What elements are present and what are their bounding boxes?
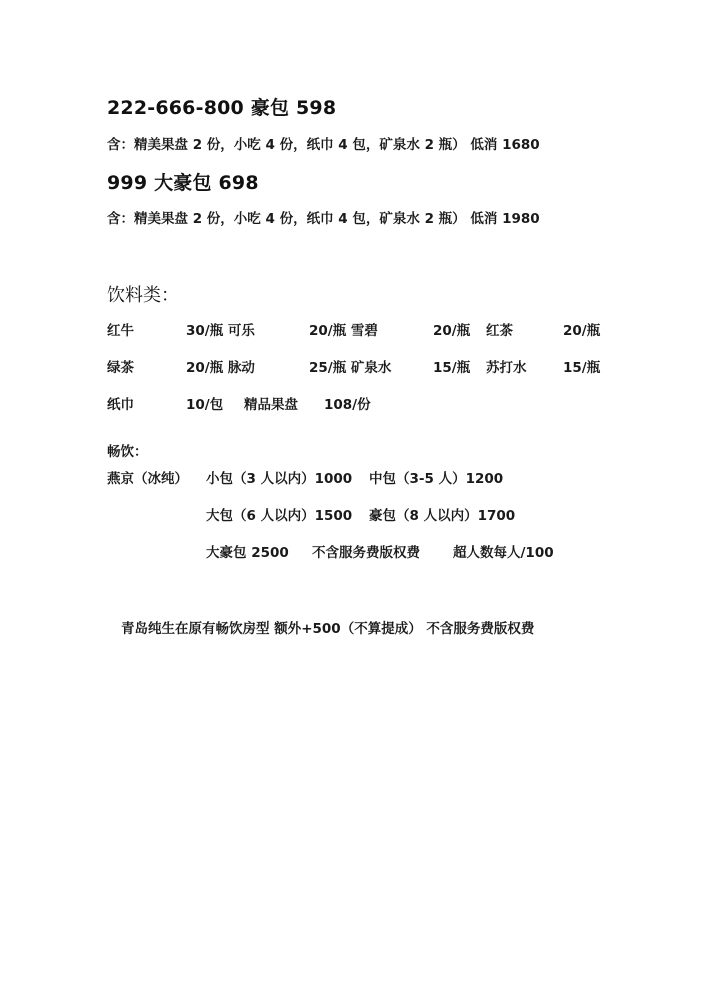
drink-cell: 20/瓶 [433, 323, 471, 339]
drink-cell: 苏打水 [486, 360, 527, 376]
drink-cell: 绿茶 [107, 360, 134, 376]
unlimited-option: 大豪包 2500 [206, 545, 289, 561]
drink-cell: 25/瓶 矿泉水 [309, 360, 392, 376]
drink-cell: 15/瓶 [433, 360, 471, 376]
drink-cell: 20/瓶 [563, 323, 601, 339]
drink-cell: 精品果盘 [244, 397, 298, 413]
package-1-title: 222-666-800 豪包 598 [107, 97, 337, 119]
unlimited-option: 大包（6 人以内）1500 [206, 508, 353, 524]
drink-cell: 纸巾 [107, 397, 134, 413]
package-1-desc: 含：精美果盘 2 份，小吃 4 份，纸巾 4 包，矿泉水 2 瓶） 低消 1680 [107, 137, 540, 153]
unlimited-option: 小包（3 人以内）1000 [206, 471, 353, 487]
unlimited-option: 豪包（8 人以内）1700 [369, 508, 516, 524]
package-2-title: 999 大豪包 698 [107, 172, 259, 194]
drink-cell: 108/份 [324, 397, 371, 413]
package-2-desc: 含：精美果盘 2 份，小吃 4 份，纸巾 4 包，矿泉水 2 瓶） 低消 1980 [107, 211, 540, 227]
unlimited-option: 中包（3-5 人）1200 [369, 471, 504, 487]
unlimited-section-title: 畅饮： [107, 444, 148, 460]
tsingtao-note: 青岛纯生在原有畅饮房型 额外+500（不算提成） 不含服务费版权费 [121, 621, 535, 637]
drink-cell: 30/瓶 可乐 [186, 323, 255, 339]
unlimited-note: 不含服务费版权费 [312, 545, 420, 561]
drink-cell: 红牛 [107, 323, 134, 339]
drink-cell: 10/包 [186, 397, 224, 413]
drink-cell: 20/瓶 雪碧 [309, 323, 378, 339]
unlimited-note: 超人数每人/100 [453, 545, 554, 561]
drink-cell: 20/瓶 脉动 [186, 360, 255, 376]
unlimited-brand: 燕京（冰纯） [107, 471, 188, 487]
drink-cell: 15/瓶 [563, 360, 601, 376]
drinks-section-title: 饮料类： [107, 285, 179, 306]
drink-cell: 红茶 [486, 323, 513, 339]
